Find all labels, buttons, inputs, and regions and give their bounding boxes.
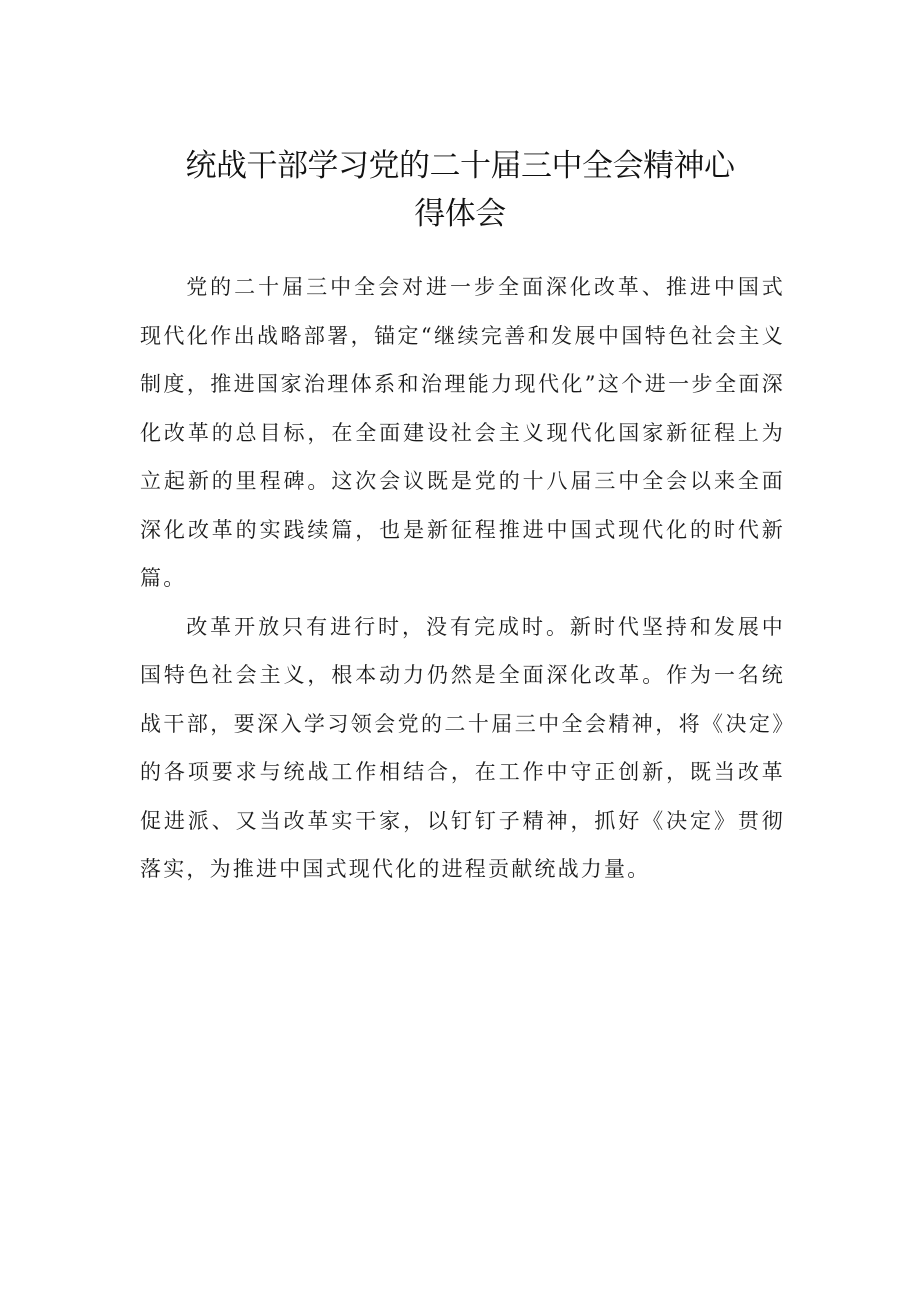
title-line-1: 统战干部学习党的二十届三中全会精神心 <box>185 148 735 184</box>
paragraph-2: 改革开放只有进行时，没有完成时。新时代坚持和发展中国特色社会主义，根本动力仍然是全面深化改革。作为一名统战干部，要深入学习领会党的二十届三中全会精神，将《决定》的各项要求与统战工作相结合，在工作中守正创新，既当改革促进派、又当改革实干家，以钉钉子精神，抓好《决定》贯彻落实，为推进中国式现代化的进程贡献统战力量。 <box>140 614 785 881</box>
title-line-2: 得体会 <box>414 196 506 232</box>
document-title <box>140 142 780 238</box>
paragraph-1: 党的二十届三中全会对进一步全面深化改革、推进中国式现代化作出战略部署，锚定“继续完善和发展中国特色社会主义制度，推进国家治理体系和治理能力现代化”这个进一步全面深化改革的总目标，在全面建设社会主义现代化国家新征程上为立起新的里程碑。这次会议既是党的十八届三中全会以来全面深化改革的实践续篇，也是新征程推进中国式现代化的时代新篇。 <box>140 275 785 590</box>
document-body <box>140 263 785 894</box>
